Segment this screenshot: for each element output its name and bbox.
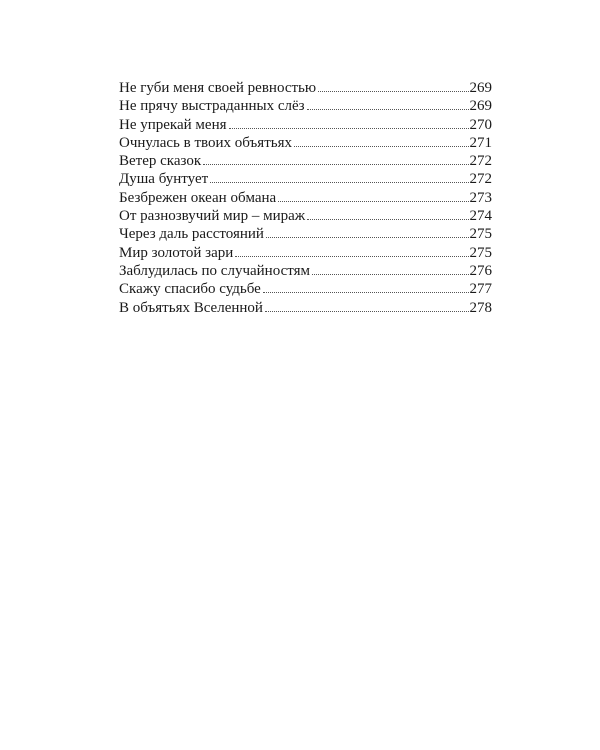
toc-entry [119,244,492,262]
toc-entry [119,299,492,317]
toc-entry-title: Очнулась в твоих объятьях [119,134,292,151]
toc-dot-leader [229,128,469,129]
toc-entry-page-number: 278 [469,299,492,316]
toc-entry-title: Не губи меня своей ревностью [119,80,317,96]
toc-entry-title: От разнозвучий мир – мираж [119,208,306,225]
toc-entry-page-number: 272 [469,171,492,188]
toc-dot-leader [266,237,469,238]
toc-entry-title: Скажу спасибо судьбе [119,281,261,298]
table-of-contents [119,79,492,317]
toc-entry-page-number: 275 [469,244,492,261]
toc-dot-leader [263,292,469,293]
toc-entry-page-number: 272 [469,153,492,170]
toc-entry-title: Заблудилась по случайностям [119,262,310,279]
toc-entry [119,280,492,298]
toc-entry-page-number: 274 [469,208,492,225]
toc-entry-title: Безбрежен океан обмана [119,189,277,206]
toc-dot-leader [235,256,468,257]
toc-entry-title: Ветер сказок [119,153,202,170]
toc-dot-leader [203,164,468,165]
toc-entry-page-number: 269 [469,80,492,96]
toc-entry [119,116,492,134]
toc-entry-page-number: 271 [469,134,492,151]
toc-entry [119,262,492,280]
toc-entry [119,79,492,97]
toc-entry-title: Мир золотой зари [119,244,234,261]
toc-dot-leader [278,201,468,202]
toc-entry-title: Не прячу выстраданных слёз [119,98,305,115]
toc-entry [119,97,492,115]
toc-entry [119,170,492,188]
toc-entry-page-number: 269 [469,98,492,115]
toc-dot-leader [294,146,469,147]
toc-entry-title: Не упрекай меня [119,116,227,133]
toc-entry-page-number: 273 [469,189,492,206]
toc-entry-title: Душа бунтует [119,171,209,188]
toc-dot-leader [265,311,469,312]
toc-entry-page-number: 270 [469,116,492,133]
toc-entry [119,152,492,170]
toc-dot-leader [312,274,469,275]
toc-dot-leader [210,182,468,183]
toc-entry-title: Через даль расстояний [119,226,264,243]
toc-dot-leader [318,91,468,92]
toc-entry-page-number: 275 [469,226,492,243]
toc-dot-leader [307,219,468,220]
toc-entry [119,207,492,225]
toc-entry-page-number: 276 [469,262,492,279]
toc-entry [119,189,492,207]
toc-entry [119,225,492,243]
toc-dot-leader [307,109,469,110]
toc-entry [119,134,492,152]
toc-entry-title: В объятьях Вселенной [119,299,263,316]
toc-entry-page-number: 277 [469,281,492,298]
